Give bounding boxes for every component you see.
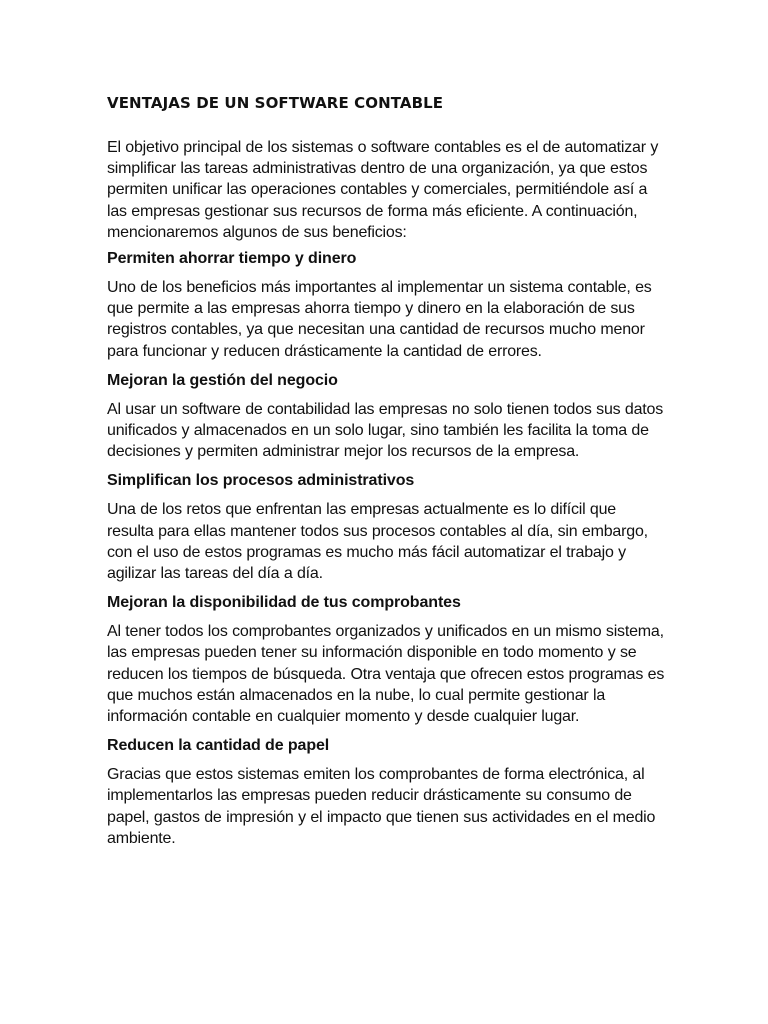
section-paragraph: Una de los retos que enfrentan las empresas actualmente es lo difícil que resulta para ellas mantener todos sus procesos contables al día, sin embargo, con el uso de estos programas es mucho más fácil automatizar el trabajo y agilizar las tareas del día a día. — [107, 501, 648, 583]
section-paragraph: Gracias que estos sistemas emiten los comprobantes de forma electrónica, al implementarlos las empresas pueden reducir drásticamente su consumo de papel, gastos de impresión y el impacto que tienen sus actividades en el medio ambiente. — [107, 766, 656, 847]
intro-paragraph: El objetivo principal de los sistemas o software contables es el de automatizar y simplificar las tareas administrativas dentro de una organización, ya que estos permiten unificar las operaciones contables y comerciales, permitiéndole así a las empresas gestionar sus recursos de forma más eficiente. A continuación, mencionaremos algunos de sus beneficios: — [107, 139, 659, 241]
section-heading: Permiten ahorrar tiempo y dinero — [107, 250, 357, 268]
document-page — [107, 91, 667, 857]
section-permiten-ahorrar — [107, 248, 667, 362]
section-mejoran-disponibilidad — [107, 592, 667, 727]
document-title: VENTAJAS DE UN SOFTWARE CONTABLE — [107, 94, 444, 112]
section-heading: Mejoran la gestión del negocio — [107, 371, 338, 389]
section-mejoran-gestion — [107, 370, 667, 463]
section-reducen-papel — [107, 735, 667, 849]
section-paragraph: Al tener todos los comprobantes organizados y unificados en un mismo sistema, las empresas pueden tener su información disponible en todo momento y se reducen los tiempos de búsqueda. Otra ventaja que ofrecen estos programas es que muchos están almacenados en la nube, lo cual permite gestionar la información contable en cualquier momento y desde cualquier lugar. — [107, 623, 665, 726]
section-heading: Mejoran la disponibilidad de tus comprobantes — [107, 594, 461, 612]
section-paragraph: Al usar un software de contabilidad las empresas no solo tienen todos sus datos unificados y almacenados en un solo lugar, sino también les facilita la toma de decisiones y permiten administrar mejor los recursos de la empresa. — [107, 400, 664, 461]
section-paragraph: Uno de los beneficios más importantes al implementar un sistema contable, es que permite a las empresas ahorra tiempo y dinero en la elaboración de sus registros contables, ya que necesitan una cantidad de recursos mucho menor para funcionar y reducen drásticamente la cantidad de errores. — [107, 279, 652, 360]
section-heading: Reducen la cantidad de papel — [107, 737, 330, 755]
section-heading: Simplifican los procesos administrativos — [107, 472, 415, 490]
section-simplifican-procesos — [107, 470, 667, 584]
